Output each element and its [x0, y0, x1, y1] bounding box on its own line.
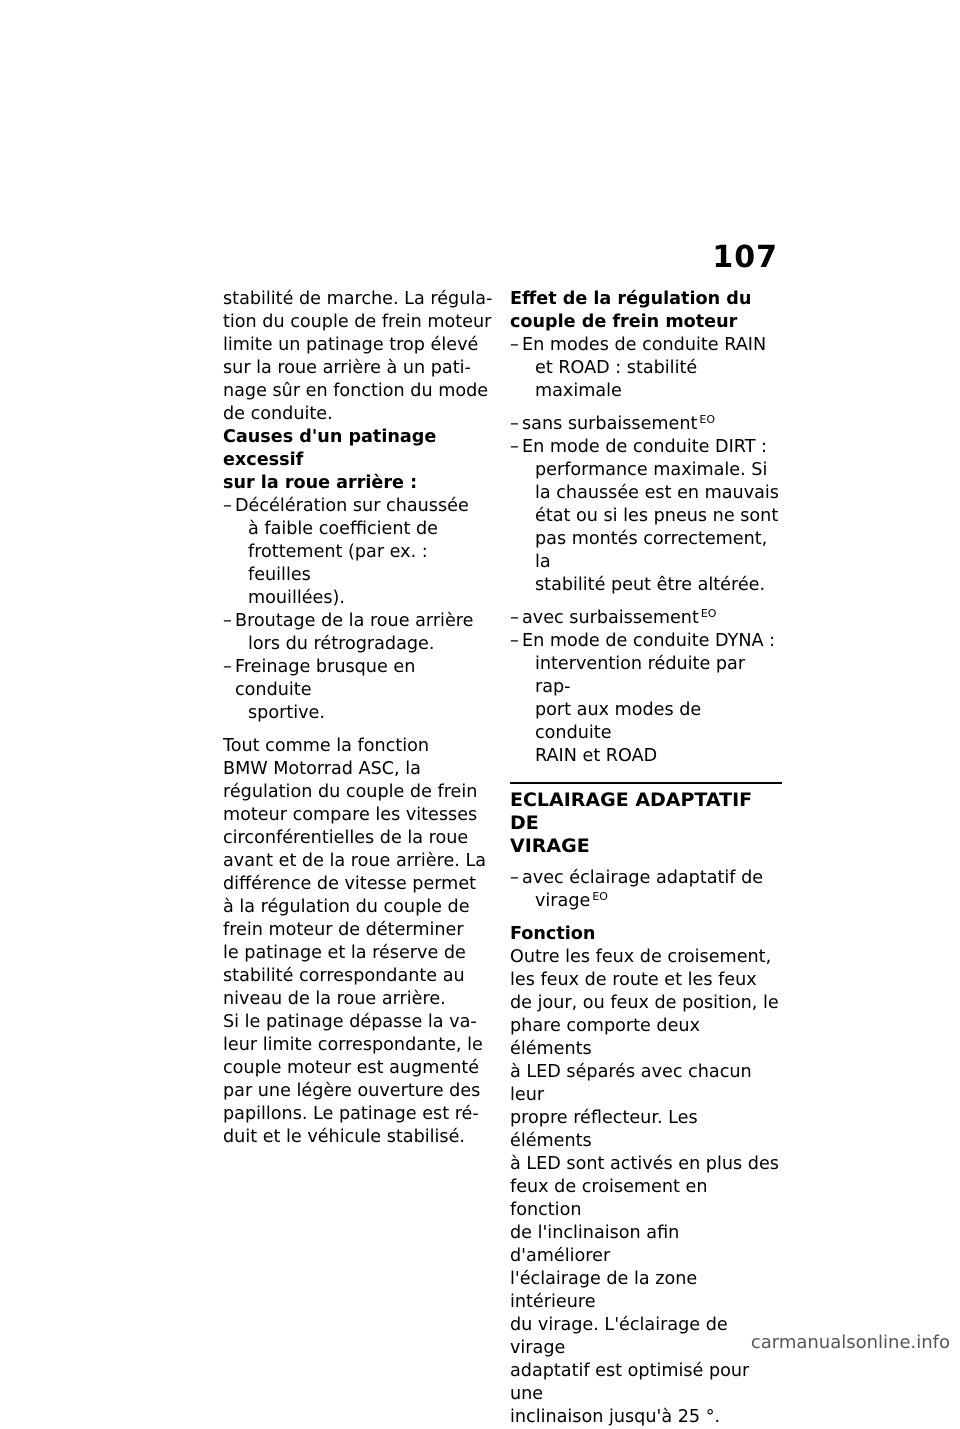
- function-heading: Fonction: [510, 924, 596, 944]
- causes-heading: Causes d'un patinage excessif sur la roue arrière :: [223, 427, 437, 493]
- list-item: – Freinage brusque en conduite sportive.: [223, 657, 416, 723]
- list-item: – Décélération sur chaussée à faible coefficient de frottement (par ex. : feuilles mouillées).: [223, 496, 469, 608]
- watermark: carmanualsonline.info: [750, 1332, 950, 1353]
- option-list: [510, 867, 782, 913]
- paragraph: Si le patinage dépasse la va- leur limite correspondante, le couple moteur est augmenté par une légère ouverture des papillons. Le patinage est ré- duit et le véhicule stabilisé.: [223, 1012, 483, 1147]
- list-item: – sans surbaissement $^{EO}$: [510, 413, 716, 434]
- effect-heading: Effet de la régulation du couple de frein moteur: [510, 289, 752, 332]
- function-paragraph: Outre les feux de croisement, les feux de route et les feux de jour, ou feux de position, le phare comporte deux éléments à LED séparés avec chacun leur propre réflecteur. Les éléments à LED sont activés en plus des feux de croisement en fonction de l'inclinaison afin d'améliorer l'éclairage de la zone intérieure du virage. L'éclairage de virage adaptatif est optimisé pour une inclinaison jusqu'à 25 °.: [510, 947, 779, 1427]
- list-item: – avec éclairage adaptatif de virage $^{EO}$: [510, 868, 764, 911]
- paragraph: Tout comme la fonction BMW Motorrad ASC, la régulation du couple de frein moteur compare les vitesses circonférentielles de la roue avant et de la roue arrière. La différence de vitesse permet à la régulation du couple de frein moteur de déterminer le patinage et la réserve de stabilité correspondante au niveau de la roue arrière.: [223, 736, 487, 1009]
- section-divider: [510, 782, 782, 784]
- option-marker: EO: [699, 413, 716, 426]
- causes-list: [223, 495, 493, 725]
- left-column: [223, 288, 493, 1149]
- intro-paragraph: stabilité de marche. La régula- tion du couple de frein moteur limite un patinage trop élevé sur la roue arrière à un pati- nage sûr en fonction du mode de conduite.: [223, 289, 493, 424]
- list-item: – avec surbaissement $^{EO}$: [510, 607, 717, 628]
- list-item: – En mode de conduite DIRT : performance maximale. Si la chaussée est en mauvais état ou si les pneus ne sont pas montés correctement, la stabilité peut être altérée.: [510, 437, 779, 595]
- option-marker: EO: [700, 607, 717, 620]
- right-column: [510, 288, 782, 1429]
- list-item: – Broutage de la roue arrière lors du rétrogradage.: [223, 611, 474, 654]
- section-title: ECLAIRAGE ADAPTATIF DE VIRAGE: [510, 789, 753, 857]
- page-number: 107: [712, 240, 778, 275]
- list-item: – En modes de conduite RAIN et ROAD : stabilité maximale: [510, 335, 767, 401]
- option-marker: EO: [592, 890, 608, 903]
- effect-list: [510, 334, 782, 768]
- list-item: – En mode de conduite DYNA : intervention réduite par rap- port aux modes de conduite RAIN et ROAD: [510, 631, 776, 766]
